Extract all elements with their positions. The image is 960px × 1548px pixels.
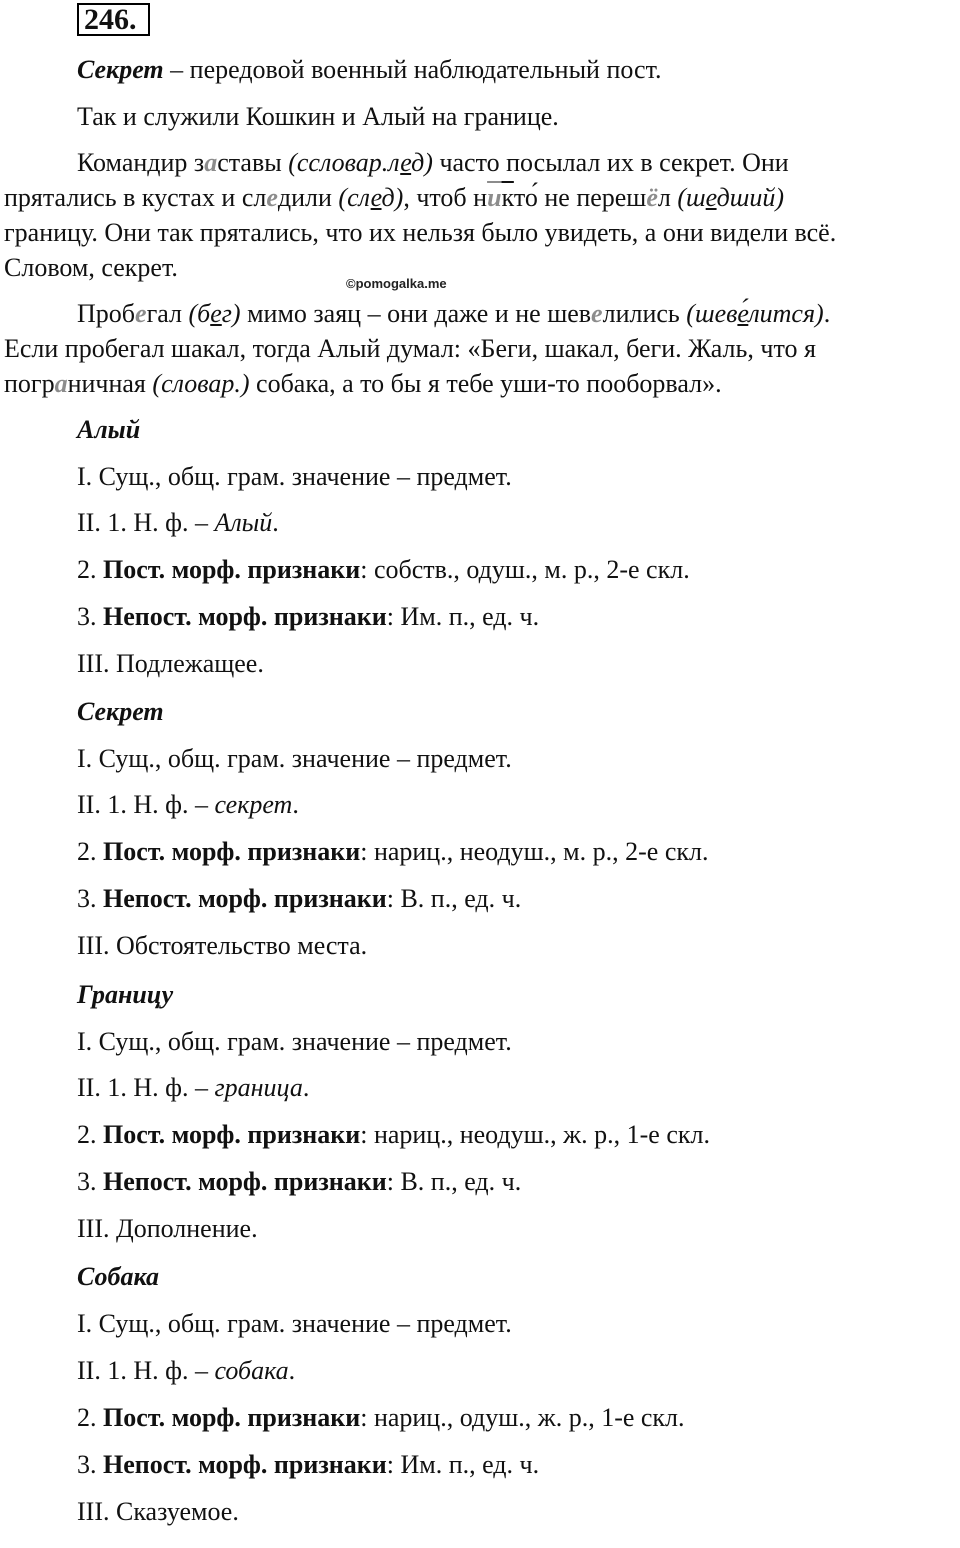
analysis-line-variable: 3. Непост. морф. признаки: В. п., ед. ч. [77,884,522,913]
analysis-line-initial-form: II. 1. Н. ф. – Алый. [77,508,279,537]
analysis-line-syntax: III. Подлежащее. [77,649,264,678]
analysis-word: Собака [77,1262,160,1291]
definition-term: Секрет [77,55,164,84]
analysis-line-syntax: III. Дополнение. [77,1214,258,1243]
analysis-line-constant: 2. Пост. морф. признаки: нариц., неодуш., ж. р., 1-е скл. [77,1120,710,1149]
analysis-word: Границу [77,980,174,1009]
watermark: ©pomogalka.me [346,276,447,291]
paragraph-1: Так и служили Кошкин и Алый на границе. [77,102,559,131]
paragraph-3-line-2: Если пробегал шакал, тогда Алый думал: «Беги, шакал, беги. Жаль, что я [4,334,816,363]
analysis-line-initial-form: II. 1. Н. ф. – собака. [77,1356,296,1385]
paragraph-2-line-3: границу. Они так прятались, что их нельзя было увидеть, а они видели всё. [4,218,837,247]
analysis-line-syntax: III. Сказуемое. [77,1497,239,1526]
analysis-word: Секрет [77,697,164,726]
definition-line [77,55,661,85]
analysis-line-syntax: III. Обстоятельство места. [77,931,368,960]
analysis-line-variable: 3. Непост. морф. признаки: Им. п., ед. ч. [77,602,540,631]
analysis-word: Алый [77,415,141,444]
analysis-line-initial-form: II. 1. Н. ф. – граница. [77,1073,310,1102]
analysis-line-initial-form: II. 1. Н. ф. – секрет. [77,790,299,819]
analysis-line-constant: 2. Пост. морф. признаки: собств., одуш., м. р., 2-е скл. [77,555,690,584]
analysis-line-constant: 2. Пост. морф. признаки: нариц., одуш., ж. р., 1-е скл. [77,1403,685,1432]
analysis-line-constant: 2. Пост. морф. признаки: нариц., неодуш., м. р., 2-е скл. [77,837,709,866]
analysis-line-general: I. Сущ., общ. грам. значение – предмет. [77,744,512,773]
definition-text: – передовой военный наблюдательный пост. [163,55,662,84]
analysis-line-variable: 3. Непост. морф. признаки: Им. п., ед. ч. [77,1450,540,1479]
paragraph-2-line-1: Командир заставы (ссловар.лед) часто посылал их в секрет. Они [77,148,789,177]
analysis-line-general: I. Сущ., общ. грам. значение – предмет. [77,1309,512,1338]
paragraph-3-line-1: Пробегал (бег) мимо заяц – они даже и не шевелились (шеве́лится). [77,299,831,328]
analysis-line-variable: 3. Непост. морф. признаки: В. п., ед. ч. [77,1167,522,1196]
exercise-number: 246. [77,3,150,36]
analysis-line-general: I. Сущ., общ. грам. значение – предмет. [77,462,512,491]
analysis-line-general: I. Сущ., общ. грам. значение – предмет. [77,1027,512,1056]
paragraph-2-line-4: Словом, секрет. [4,253,178,282]
paragraph-3-line-3: пограничная (словар.) собака, а то бы я тебе уши-то пооборвал». [4,369,722,398]
paragraph-2-line-2: прятались в кустах и следили (след), чтоб никто́ не перешёл (шедший) [4,183,785,212]
